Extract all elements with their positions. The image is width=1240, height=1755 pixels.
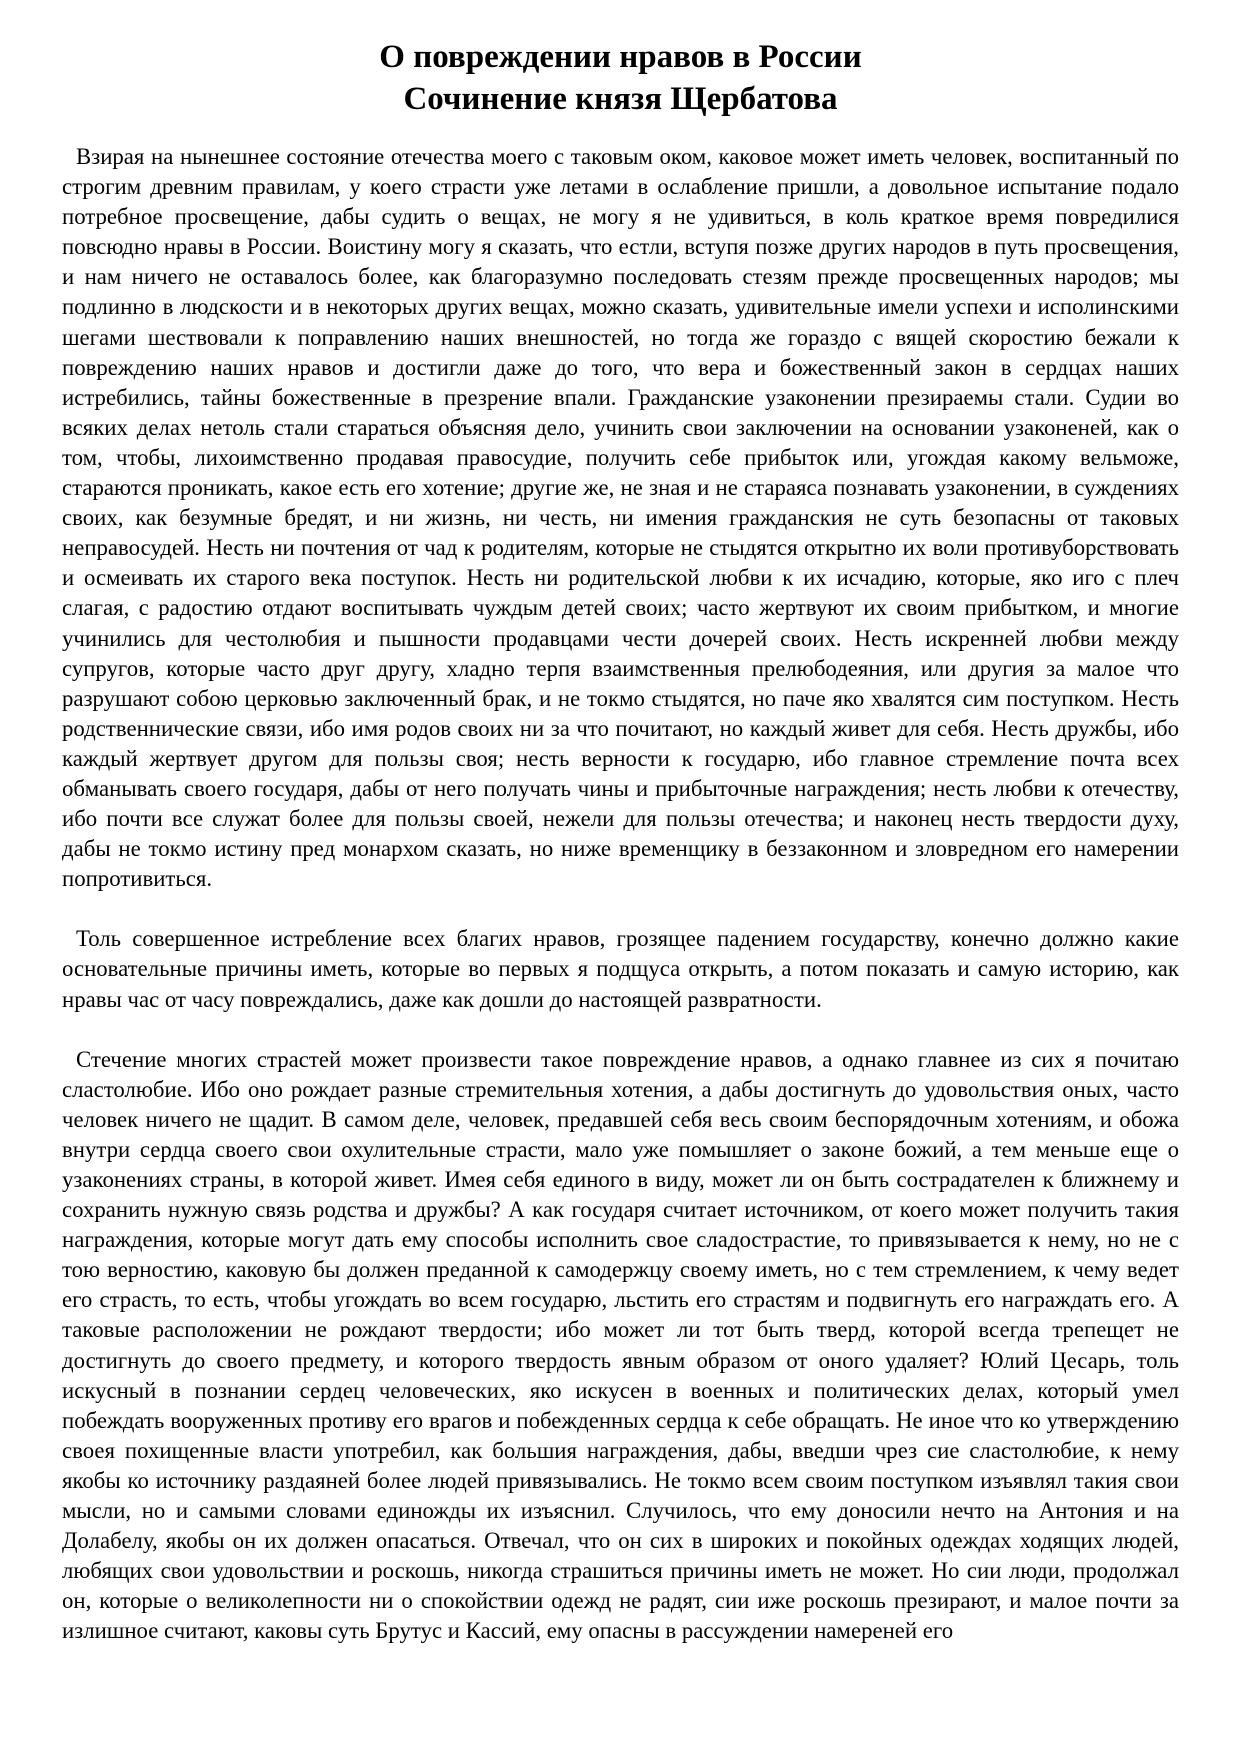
paragraph-3: Стечение многих страстей может произвести такое повреждение нравов, а однако главнее из сих я почитаю сластолюбие. Ибо оно рождает разные стремительныя хотения, а дабы достигнуть до удовольствия оных, часто человек ничего не щадит. В самом деле, человек, предавшей себя весь своим беспорядочным хотениям, и обожа внутри сердца своего свои охулительные страсти, мало уже помышляет о законе божий, а тем меньше еще о узаконениях страны, в которой живет. Имея себя единого в виду, может ли он быть сострадателен к ближнему и сохранить нужную связь родства и дружбы? А как государя считает источником, от коего может получить такия награждения, которые могут дать ему способы исполнить свое сладострастие, то привязывается к нему, но не с тою верностию, каковую бы должен преданной к самодержцу своему иметь, но с тем стремлением, к чему ведет его страсть, то есть, чтобы угождать во всем государю, льстить его страстям и подвигнуть его награждать его. А таковые расположении не рождают твердости; ибо может ли тот быть тверд, которой всегда трепещет не достигнуть до своего предмету, и которого твердость явным образом от оного удаляет? Юлий Цесарь, толь искусный в познании сердец человеческих, яко искусен в военных и политических делах, который умел побеждать вооруженных противу его врагов и побежденных сердца к себе обращать. Не иное что ко утверждению своея похищенные власти употребил, как большия награждения, дабы, введши чрез сие сластолюбие, к нему якобы ко источнику раздаяней более людей привязывались. Не токмо всем своим поступком изъявлял такия свои мысли, но и самыми словами единожды их изъяснил. Случилось, что ему доносили нечто на Антония и на Долабелу, якобы он их должен опасаться. Отвечал, что он сих в широких и покойных одеждах ходящих людей, любящих свои удовольствии и роскошь, никогда страшиться причины иметь не может. Но сии люди, продолжал он, которые о великолепности ни о спокойствии одежд не радят, сии иже роскошь презирают, и малое почти за излишное считают, каковы суть Брутус и Кассий, ему опасны в рассуждении намереней его (62, 1046, 1179, 1644)
title-line-1: О повреждении нравов в России (379, 39, 862, 75)
paragraph-2: Толь совершенное истребление всех благих нравов, грозящее падением государству, конечно должно какие основательные причины иметь, которые во первых я подщуса открыть, а потом показать и самую историю, как нравы час от часу повреждались, даже как дошли до настоящей развратности. (62, 926, 1179, 1012)
title-line-2: Сочинение князя Щербатова (403, 81, 838, 117)
paragraph-1: Взирая на нынешнее состояние отечества моего с таковым оком, каковое может иметь человек, воспитанный по строгим древним правилам, у коего страсти уже летами в ослабление пришли, а довольное испытание подало потребное просвещение, дабы судить о вещах, не могу я не удивиться, в коль краткое время повредилися повсюдно нравы в России. Воистину могу я сказать, что естли, вступя позже других народов в путь просвещения, и нам ничего не оставалось более, как благоразумно последовать стезям прежде просвещенных народов; мы подлинно в людскости и в некоторых других вещах, можно сказать, удивительные имели успехи и исполинскими шегами шествовали к поправлению наших внешностей, но тогда же гораздо с вящей скоростию бежали к повреждению наших нравов и достигли даже до того, что вера и божественный закон в сердцах наших истребились, тайны божественные в презрение впали. Гражданские узаконении презираемы стали. Судии во всяких делах нетоль стали стараться объясняя дело, учинить свои заключении на основании узаконеней, как о том, чтобы, лихоимственно продавая правосудие, получить себе прибыток или, угождая какому вельможе, стараются проникать, какое есть его хотение; другие же, не зная и не стараяса познавать узаконении, в суждениях своих, как безумные бредят, и ни жизнь, ни честь, ни имения гражданския не суть безопасны от таковых неправосудей. Несть ни почтения от чад к родителям, которые не стыдятся открытно их воли противуборствовать и осмеивать их старого века поступок. Несть ни родительской любви к их исчадию, которые, яко иго с плеч слагая, с радостию отдают воспитывать чуждым детей своих; часто жертвуют их своим прибытком, и многие учинились для честолюбия и пышности продавцами чести дочерей своих. Несть искренней любви между супругов, которые часто друг другу, хладно терпя взаимственныя прелюбодеяния, или другия за малое что разрушают собою церковью заключенный брак, и не токмо стыдятся, но паче яко хвалятся сим поступком. Несть родственнические связи, ибо имя родов своих ни за что почитают, но каждый живет для себя. Несть дружбы, ибо каждый жертвует другом для пользы своя; несть верности к государю, ибо главное стремление почта всех обманывать своего государя, дабы от него получать чины и прибыточные награждения; несть любви к отечеству, ибо почти все служат более для пользы своей, нежели для пользы отечества; и наконец несть твердости духу, дабы не токмо истину пред монархом сказать, но ниже временщику в беззаконном и зловредном его намерении попротивиться. (62, 144, 1179, 892)
paragraph-divider (62, 1015, 1179, 1045)
document-page (62, 36, 1179, 1647)
page-title (62, 36, 1179, 120)
paragraph-divider (62, 894, 1179, 924)
